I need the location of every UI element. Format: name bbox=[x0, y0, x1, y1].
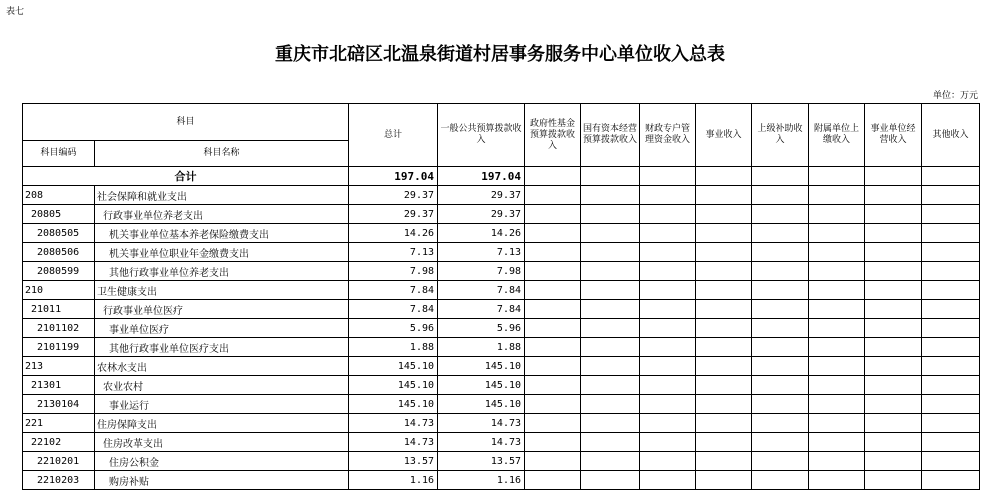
table-row bbox=[23, 414, 980, 433]
row-empty-cell bbox=[640, 281, 696, 300]
row-code: 213 bbox=[23, 357, 95, 376]
header-other-income: 其他收入 bbox=[922, 104, 980, 167]
table-row bbox=[23, 262, 980, 281]
row-empty-cell bbox=[922, 414, 980, 433]
row-empty-cell bbox=[865, 357, 922, 376]
header-subject-group: 科目 bbox=[23, 104, 349, 141]
row-empty-cell bbox=[696, 433, 752, 452]
row-name: 机关事业单位基本养老保险缴费支出 bbox=[95, 224, 349, 243]
row-empty-cell bbox=[809, 395, 865, 414]
row-empty-cell bbox=[809, 243, 865, 262]
row-empty-cell bbox=[809, 300, 865, 319]
row-empty-cell bbox=[922, 300, 980, 319]
row-empty-cell bbox=[581, 395, 640, 414]
row-empty-cell bbox=[581, 433, 640, 452]
table-row bbox=[23, 357, 980, 376]
row-empty-cell bbox=[752, 224, 809, 243]
row-empty-cell bbox=[865, 338, 922, 357]
row-empty-cell bbox=[752, 376, 809, 395]
row-code: 2101102 bbox=[23, 319, 95, 338]
row-empty-cell bbox=[581, 243, 640, 262]
row-empty-cell bbox=[696, 205, 752, 224]
row-name: 行政事业单位养老支出 bbox=[95, 205, 349, 224]
header-code: 科目编码 bbox=[23, 141, 95, 167]
row-empty-cell bbox=[865, 224, 922, 243]
row-empty-cell bbox=[865, 300, 922, 319]
row-general-budget: 7.84 bbox=[438, 281, 525, 300]
row-empty-cell bbox=[581, 186, 640, 205]
row-empty-cell bbox=[922, 338, 980, 357]
row-empty-cell bbox=[696, 300, 752, 319]
row-empty-cell bbox=[865, 262, 922, 281]
table-row bbox=[23, 186, 980, 205]
row-empty-cell bbox=[865, 414, 922, 433]
row-empty-cell bbox=[581, 414, 640, 433]
row-empty-cell bbox=[525, 338, 581, 357]
row-code: 20805 bbox=[23, 205, 95, 224]
row-empty-cell bbox=[581, 300, 640, 319]
row-empty-cell bbox=[640, 262, 696, 281]
row-empty-cell bbox=[922, 357, 980, 376]
table-row bbox=[23, 205, 980, 224]
row-empty-cell bbox=[865, 395, 922, 414]
total-amount: 197.04 bbox=[349, 167, 438, 186]
row-empty-cell bbox=[696, 338, 752, 357]
row-total: 145.10 bbox=[349, 395, 438, 414]
row-empty-cell bbox=[922, 376, 980, 395]
table-row bbox=[23, 281, 980, 300]
row-empty-cell bbox=[640, 224, 696, 243]
row-empty-cell bbox=[865, 376, 922, 395]
header-affiliated-income: 附属单位上缴收入 bbox=[809, 104, 865, 167]
row-empty-cell bbox=[922, 281, 980, 300]
header-state-capital: 国有资本经营预算拨款收入 bbox=[581, 104, 640, 167]
row-empty-cell bbox=[525, 224, 581, 243]
row-general-budget: 7.84 bbox=[438, 300, 525, 319]
row-name: 卫生健康支出 bbox=[95, 281, 349, 300]
row-empty-cell bbox=[525, 433, 581, 452]
row-empty-cell bbox=[922, 205, 980, 224]
row-empty-cell bbox=[922, 186, 980, 205]
row-code: 2101199 bbox=[23, 338, 95, 357]
row-name: 事业运行 bbox=[95, 395, 349, 414]
row-empty-cell bbox=[809, 338, 865, 357]
income-table bbox=[22, 103, 980, 490]
table-row bbox=[23, 471, 980, 490]
row-code: 2210201 bbox=[23, 452, 95, 471]
row-empty-cell bbox=[525, 205, 581, 224]
row-empty-cell bbox=[865, 452, 922, 471]
row-empty-cell bbox=[525, 452, 581, 471]
table-row bbox=[23, 319, 980, 338]
row-empty-cell bbox=[525, 357, 581, 376]
row-general-budget: 14.73 bbox=[438, 433, 525, 452]
table-row bbox=[23, 376, 980, 395]
row-empty-cell bbox=[696, 471, 752, 490]
row-empty-cell bbox=[640, 376, 696, 395]
row-general-budget: 29.37 bbox=[438, 205, 525, 224]
row-empty-cell bbox=[752, 319, 809, 338]
row-empty-cell bbox=[581, 376, 640, 395]
row-empty-cell bbox=[809, 433, 865, 452]
row-empty-cell bbox=[581, 224, 640, 243]
header-general-budget: 一般公共预算拨款收入 bbox=[438, 104, 525, 167]
row-empty-cell bbox=[752, 338, 809, 357]
row-name: 住房公积金 bbox=[95, 452, 349, 471]
row-empty-cell bbox=[640, 395, 696, 414]
row-general-budget: 1.16 bbox=[438, 471, 525, 490]
row-empty-cell bbox=[922, 395, 980, 414]
row-empty-cell bbox=[696, 186, 752, 205]
row-empty-cell bbox=[581, 357, 640, 376]
header-business-income: 事业收入 bbox=[696, 104, 752, 167]
table-number: 表七 bbox=[6, 7, 25, 17]
row-empty-cell bbox=[696, 357, 752, 376]
row-empty-cell bbox=[696, 395, 752, 414]
row-empty-cell bbox=[752, 414, 809, 433]
row-empty-cell bbox=[581, 319, 640, 338]
row-empty-cell bbox=[696, 319, 752, 338]
row-total: 7.84 bbox=[349, 300, 438, 319]
row-empty-cell bbox=[865, 243, 922, 262]
row-name: 机关事业单位职业年金缴费支出 bbox=[95, 243, 349, 262]
row-empty-cell bbox=[809, 224, 865, 243]
row-empty-cell bbox=[809, 471, 865, 490]
row-code: 2130104 bbox=[23, 395, 95, 414]
row-empty-cell bbox=[922, 224, 980, 243]
header-total: 总计 bbox=[349, 104, 438, 167]
row-empty-cell bbox=[696, 414, 752, 433]
table-row bbox=[23, 224, 980, 243]
row-empty-cell bbox=[696, 243, 752, 262]
row-empty-cell bbox=[865, 319, 922, 338]
total-general-budget: 197.04 bbox=[438, 167, 525, 186]
row-name: 社会保障和就业支出 bbox=[95, 186, 349, 205]
row-general-budget: 1.88 bbox=[438, 338, 525, 357]
row-empty-cell bbox=[525, 471, 581, 490]
row-empty-cell bbox=[525, 186, 581, 205]
row-empty-cell bbox=[696, 376, 752, 395]
row-total: 1.88 bbox=[349, 338, 438, 357]
row-empty-cell bbox=[922, 262, 980, 281]
row-empty-cell bbox=[809, 186, 865, 205]
row-code: 2080599 bbox=[23, 262, 95, 281]
row-empty-cell bbox=[640, 319, 696, 338]
row-empty-cell bbox=[922, 452, 980, 471]
row-empty-cell bbox=[752, 205, 809, 224]
row-empty-cell bbox=[752, 186, 809, 205]
row-empty-cell bbox=[696, 262, 752, 281]
row-total: 145.10 bbox=[349, 357, 438, 376]
row-empty-cell bbox=[809, 319, 865, 338]
header-superior-subsidy: 上级补助收入 bbox=[752, 104, 809, 167]
row-empty-cell bbox=[581, 262, 640, 281]
header-business-operation: 事业单位经营收入 bbox=[865, 104, 922, 167]
row-empty-cell bbox=[581, 471, 640, 490]
row-name: 其他行政事业单位医疗支出 bbox=[95, 338, 349, 357]
row-empty-cell bbox=[922, 433, 980, 452]
row-empty-cell bbox=[696, 452, 752, 471]
row-empty-cell bbox=[752, 452, 809, 471]
row-empty-cell bbox=[640, 205, 696, 224]
row-general-budget: 13.57 bbox=[438, 452, 525, 471]
row-total: 13.57 bbox=[349, 452, 438, 471]
row-empty-cell bbox=[525, 262, 581, 281]
row-total: 29.37 bbox=[349, 205, 438, 224]
row-empty-cell bbox=[752, 243, 809, 262]
row-total: 5.96 bbox=[349, 319, 438, 338]
row-total: 145.10 bbox=[349, 376, 438, 395]
row-empty-cell bbox=[696, 281, 752, 300]
row-code: 2210203 bbox=[23, 471, 95, 490]
row-code: 210 bbox=[23, 281, 95, 300]
row-total: 14.73 bbox=[349, 414, 438, 433]
total-label: 合计 bbox=[23, 167, 349, 186]
row-empty-cell bbox=[581, 281, 640, 300]
row-empty-cell bbox=[640, 338, 696, 357]
row-empty-cell bbox=[809, 414, 865, 433]
row-general-budget: 5.96 bbox=[438, 319, 525, 338]
row-empty-cell bbox=[752, 471, 809, 490]
row-empty-cell bbox=[752, 395, 809, 414]
row-empty-cell bbox=[809, 376, 865, 395]
row-empty-cell bbox=[640, 300, 696, 319]
row-empty-cell bbox=[581, 338, 640, 357]
row-empty-cell bbox=[525, 281, 581, 300]
row-general-budget: 145.10 bbox=[438, 357, 525, 376]
row-empty-cell bbox=[809, 205, 865, 224]
header-name: 科目名称 bbox=[95, 141, 349, 167]
row-empty-cell bbox=[922, 471, 980, 490]
row-name: 农业农村 bbox=[95, 376, 349, 395]
row-empty-cell bbox=[640, 357, 696, 376]
row-name: 住房保障支出 bbox=[95, 414, 349, 433]
row-name: 事业单位医疗 bbox=[95, 319, 349, 338]
row-general-budget: 14.73 bbox=[438, 414, 525, 433]
row-general-budget: 145.10 bbox=[438, 376, 525, 395]
row-empty-cell bbox=[865, 471, 922, 490]
row-empty-cell bbox=[581, 452, 640, 471]
row-general-budget: 7.13 bbox=[438, 243, 525, 262]
row-total: 7.13 bbox=[349, 243, 438, 262]
row-general-budget: 7.98 bbox=[438, 262, 525, 281]
row-code: 21011 bbox=[23, 300, 95, 319]
row-empty-cell bbox=[696, 224, 752, 243]
row-empty-cell bbox=[752, 300, 809, 319]
table-row bbox=[23, 452, 980, 471]
row-empty-cell bbox=[581, 205, 640, 224]
row-empty-cell bbox=[809, 452, 865, 471]
row-empty-cell bbox=[640, 414, 696, 433]
row-empty-cell bbox=[865, 186, 922, 205]
row-general-budget: 14.26 bbox=[438, 224, 525, 243]
row-empty-cell bbox=[640, 243, 696, 262]
table-row bbox=[23, 243, 980, 262]
row-name: 住房改革支出 bbox=[95, 433, 349, 452]
row-empty-cell bbox=[640, 471, 696, 490]
row-empty-cell bbox=[640, 452, 696, 471]
row-code: 22102 bbox=[23, 433, 95, 452]
unit-label: 单位：万元 bbox=[932, 91, 978, 101]
row-general-budget: 145.10 bbox=[438, 395, 525, 414]
header-fiscal-special: 财政专户管理资金收入 bbox=[640, 104, 696, 167]
row-total: 7.98 bbox=[349, 262, 438, 281]
header-gov-fund: 政府性基金预算拨款收入 bbox=[525, 104, 581, 167]
row-general-budget: 29.37 bbox=[438, 186, 525, 205]
row-code: 221 bbox=[23, 414, 95, 433]
row-total: 14.73 bbox=[349, 433, 438, 452]
row-total: 1.16 bbox=[349, 471, 438, 490]
row-empty-cell bbox=[809, 357, 865, 376]
row-empty-cell bbox=[865, 281, 922, 300]
table-row bbox=[23, 338, 980, 357]
row-empty-cell bbox=[922, 243, 980, 262]
page-title: 重庆市北碚区北温泉街道村居事务服务中心单位收入总表 bbox=[275, 44, 725, 65]
row-name: 行政事业单位医疗 bbox=[95, 300, 349, 319]
row-empty-cell bbox=[865, 433, 922, 452]
row-empty-cell bbox=[640, 186, 696, 205]
row-empty-cell bbox=[525, 414, 581, 433]
table-row bbox=[23, 433, 980, 452]
row-empty-cell bbox=[525, 300, 581, 319]
table-row bbox=[23, 395, 980, 414]
row-empty-cell bbox=[922, 319, 980, 338]
row-empty-cell bbox=[752, 281, 809, 300]
table-row bbox=[23, 300, 980, 319]
row-code: 208 bbox=[23, 186, 95, 205]
row-code: 2080506 bbox=[23, 243, 95, 262]
row-total: 14.26 bbox=[349, 224, 438, 243]
row-empty-cell bbox=[752, 262, 809, 281]
row-empty-cell bbox=[809, 281, 865, 300]
row-empty-cell bbox=[752, 357, 809, 376]
row-total: 7.84 bbox=[349, 281, 438, 300]
row-empty-cell bbox=[809, 262, 865, 281]
row-name: 农林水支出 bbox=[95, 357, 349, 376]
total-row bbox=[23, 167, 980, 186]
row-empty-cell bbox=[525, 376, 581, 395]
row-empty-cell bbox=[525, 395, 581, 414]
row-empty-cell bbox=[640, 433, 696, 452]
row-empty-cell bbox=[865, 205, 922, 224]
row-name: 购房补贴 bbox=[95, 471, 349, 490]
row-code: 2080505 bbox=[23, 224, 95, 243]
row-total: 29.37 bbox=[349, 186, 438, 205]
row-empty-cell bbox=[752, 433, 809, 452]
row-empty-cell bbox=[525, 243, 581, 262]
row-code: 21301 bbox=[23, 376, 95, 395]
row-empty-cell bbox=[525, 319, 581, 338]
row-name: 其他行政事业单位养老支出 bbox=[95, 262, 349, 281]
